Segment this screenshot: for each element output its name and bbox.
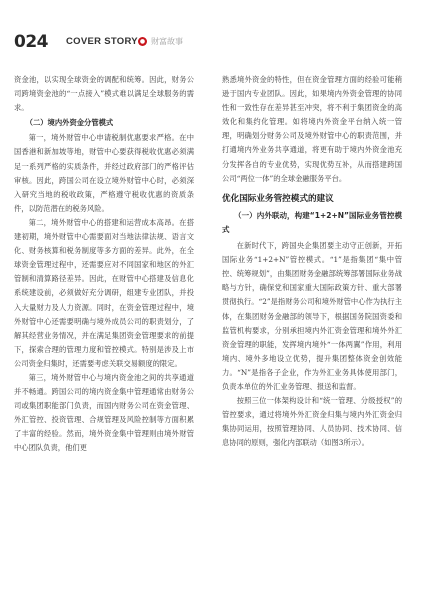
paragraph: 第三，境外财管中心与境内资金池之间的共享通道并不畅通。跨国公司的境内资金集中管理通常由财务公司或集团职能部门负责，而国内财务公司在资金管理、外汇管控、投资管理、合规管理及风险控制等方面积累了丰富的经验。然而，境外资金集中管理则由境外财管中心团队负责，他们更 [14, 372, 194, 453]
page-header [0, 0, 427, 60]
subheading: （二）境内外资金分管模式 [25, 118, 114, 128]
paragraph: 第二，境外财管中心的搭建和运营成本高昂。在搭建初期，境外财管中心需要面对当地法律法规、语言文化、财务核算和税务制度等多方面的差异。此外，在全球资金管理过程中，还需要应对不同国家和地区的外汇管制和清算路径差异。因此，在财管中心搭建及信息化系统建设前，必须做好充分调研，组建专业团队，并投入大量财力及人力资源。同时，在资金管理过程中，境外财管中心还需要明确与境外成员公司的职责划分，了解其经营业务情况，并在满足集团资金管理要求的前提下，探索合理的管理力度和管控模式。特别是涉及上市公司资金归集时，还需要考虑关联交易额度的限定。 [14, 217, 194, 368]
paragraph: 按照三位一体架构设计和“统一管理、分级授权”的管控要求，通过将境外外汇资金归集与境内外汇资金归集协同运用，按照管理协同、人员协同、技术协同、信息协同的原则，强化内部联动（如图3所示）。 [222, 396, 402, 448]
left-column [14, 73, 194, 456]
section-dot-icon: ● [139, 38, 146, 45]
page-number: 024 [14, 32, 48, 52]
paragraph: 资金池，以实现全球资金的调配和统筹。因此，财务公司跨境资金池的“一点接入”模式难以满足全球服务的需求。 [14, 75, 194, 113]
paragraph: 第一，境外财管中心申请税制优惠要求严格。在中国香港和新加坡等地，财管中心要获得税收优惠必须满足一系列严格的实质条件，并经过政府部门的严格评估审核。因此，跨国公司在设立境外财管中心时，必须深入研究当地的税收政策，严格遵守税收优惠的资质条件，以防范潜在的税务风险。 [14, 133, 194, 213]
section-heading: 优化国际业务管控模式的建议 [222, 193, 334, 204]
right-column [222, 73, 402, 450]
paragraph: 在新时代下，跨国央企集团要主动守正创新，开拓国际业务“1+2+N”管控模式。“1”是指集团“集中管控、统筹规划”，由集团财务金融部统筹部署国际业务战略与方针，确保党和国家重大国际政策方针、重大部署贯彻执行。“2”是指财务公司和境外财管中心作为执行主体，在集团财务金融部的领导下，根据国务院国资委和监管机构要求，分别承担境内外汇资金管理和境外外汇资金管理的职能，发挥境内境外“一体两翼”作用，利用境内、境外多地设立优势，提升集团整体资金创效能力。“N”是指各子企业，作为外汇业务具体使用部门，负责本单位的外汇业务管理、报送和监督。 [222, 241, 402, 391]
section-name: 财富故事 [151, 37, 183, 46]
subheading: （一）内外联动，构建“1+2+N”国际业务管控模式 [222, 210, 402, 234]
paragraph: 熟悉境外资金的特性，但在资金管理方面的经验可能稍逊于国内专业团队。因此，如果境内外资金管理的协同性和一致性存在差异甚至冲突，将不利于集团资金的高效化和集约化管理。如将境内外资金平台纳入统一管理，明确划分财务公司及境外财管中心的职责范围，并打通境内外业务共享通道，将更有助于境内外资金池充分发挥各自的专业优势，实现优势互补，从而搭建跨国公司“两位一体”的全球金融服务平台。 [222, 75, 402, 183]
cover-story-label: COVER STORY [66, 36, 138, 47]
